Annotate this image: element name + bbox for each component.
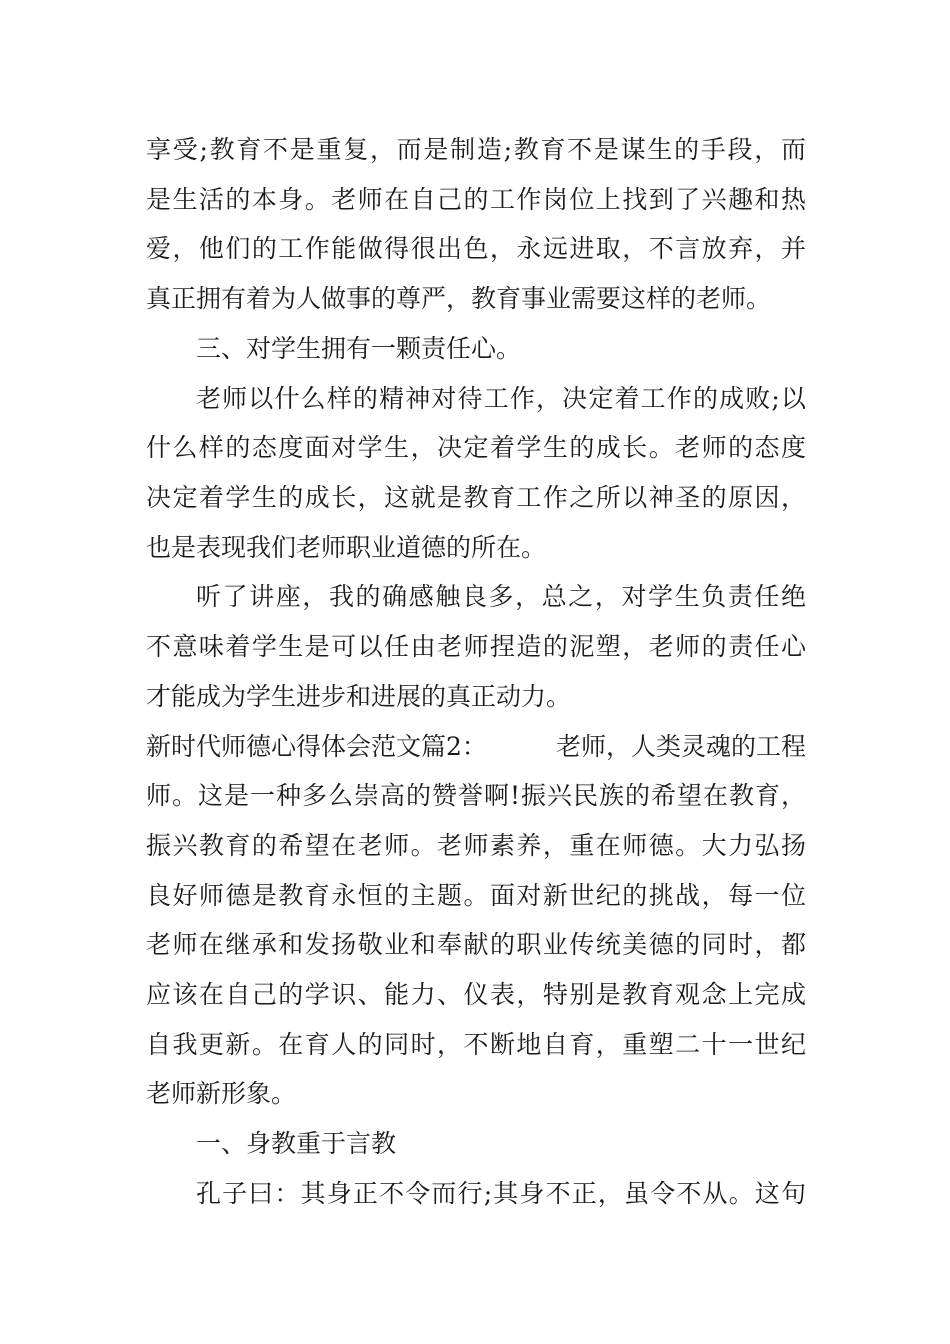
text-line: 真正拥有着为人做事的尊严，教育事业需要这样的老师。	[146, 284, 772, 313]
text-line: 是生活的本身。老师在自己的工作岗位上找到了兴趣和热	[146, 185, 806, 214]
text-line: 良好师德是教育永恒的主题。面对新世纪的挑战，每一位	[146, 881, 806, 910]
text-line: 也是表现我们老师职业道德的所在。	[146, 533, 547, 562]
text-line: 不意味着学生是可以任由老师捏造的泥塑，老师的责任心	[146, 632, 806, 661]
text-line: 老师新形象。	[146, 1079, 297, 1108]
text-line: 应该在自己的学识、能力、仪表，特别是教育观念上完成	[146, 980, 806, 1009]
text-line: 自我更新。在育人的同时，不断地自育，重塑二十一世纪	[146, 1030, 806, 1059]
section-heading: 一、身教重于言教	[196, 1129, 397, 1158]
text-line: 决定着学生的成长，这就是教育工作之所以神圣的原因，	[146, 483, 806, 512]
text-line: 享受;教育不是重复，而是制造;教育不是谋生的手段，而	[146, 135, 806, 164]
text-line: 听了讲座，我的确感触良多，总之，对学生负责任绝	[196, 582, 806, 611]
section-heading: 三、对学生拥有一颗责任心。	[196, 334, 522, 363]
text-line: 爱，他们的工作能做得很出色，永远进取，不言放弃，并	[146, 234, 806, 263]
text-line: 老师在继承和发扬敬业和奉献的职业传统美德的同时，都	[146, 930, 806, 959]
text-line: 孔子曰：其身正不令而行;其身不正，虽令不从。这句	[196, 1179, 806, 1208]
text-line: 老师以什么样的精神对待工作，决定着工作的成败;以	[196, 384, 806, 413]
text-line: 师。这是一种多么崇高的赞誉啊!振兴民族的希望在教育，	[146, 781, 806, 810]
text-line: 振兴教育的希望在老师。老师素养，重在师德。大力弘扬	[146, 831, 806, 860]
text-line: 才能成为学生进步和进展的真正动力。	[146, 682, 572, 711]
text-segment: 老师，人类灵魂的工程	[555, 732, 806, 761]
text-line: 什么样的态度面对学生，决定着学生的成长。老师的态度	[146, 433, 806, 462]
article-title: 新时代师德心得体会范文篇2：	[146, 732, 487, 761]
article-title-line	[146, 727, 806, 767]
